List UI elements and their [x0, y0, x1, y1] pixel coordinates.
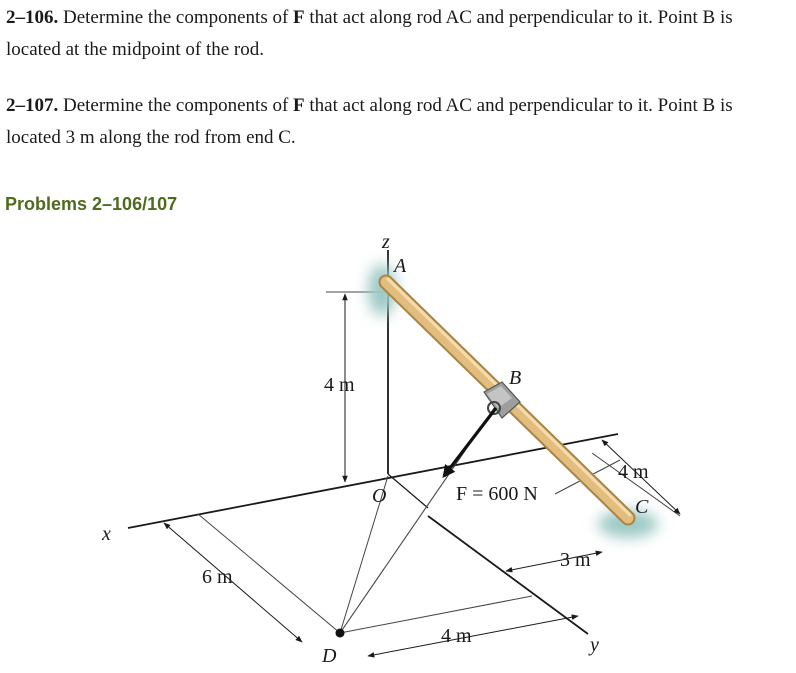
point-a-label: A	[394, 255, 407, 277]
dim-d-x-line	[164, 523, 302, 642]
dim-c-offset-label: 3 m	[560, 549, 591, 571]
guide-d-y	[340, 596, 532, 633]
force-label: F = 600 N	[456, 483, 538, 505]
point-b-label: B	[509, 367, 522, 389]
problem-text-before: Determine the components of	[58, 95, 294, 116]
force-symbol: F	[293, 95, 305, 116]
problem-text-before: Determine the components of	[58, 7, 294, 28]
axis-y-label: y	[590, 634, 599, 656]
problem-text-after: that act along rod AC and perpendicular to it. Point B is located 3 m along the rod from end C.	[6, 95, 733, 148]
axis-z-label: z	[382, 231, 390, 253]
point-d-label: D	[322, 645, 337, 667]
x-axis-line	[128, 434, 618, 528]
problem-number: 2–106.	[6, 7, 59, 28]
dim-d-x-label: 6 m	[202, 566, 233, 588]
dim-d-y-label: 4 m	[441, 625, 472, 647]
force-arrow	[444, 408, 496, 476]
origin-y-extension	[388, 474, 428, 508]
figure-heading: Problems 2–106/107	[5, 194, 178, 214]
dim-rod-c-label: 4 m	[618, 461, 649, 483]
origin-o-label: O	[372, 485, 387, 507]
dim-height-label: 4 m	[324, 374, 355, 396]
point-d-dot	[336, 629, 345, 638]
y-axis-line	[428, 516, 588, 634]
point-c-label: C	[635, 496, 649, 518]
problem-number: 2–107.	[6, 95, 59, 116]
problem-text-after: that act along rod AC and perpendicular to it. Point B is located at the midpoint of the rod.	[6, 7, 733, 60]
force-symbol: F	[293, 7, 305, 28]
axis-x-label: x	[102, 523, 111, 545]
